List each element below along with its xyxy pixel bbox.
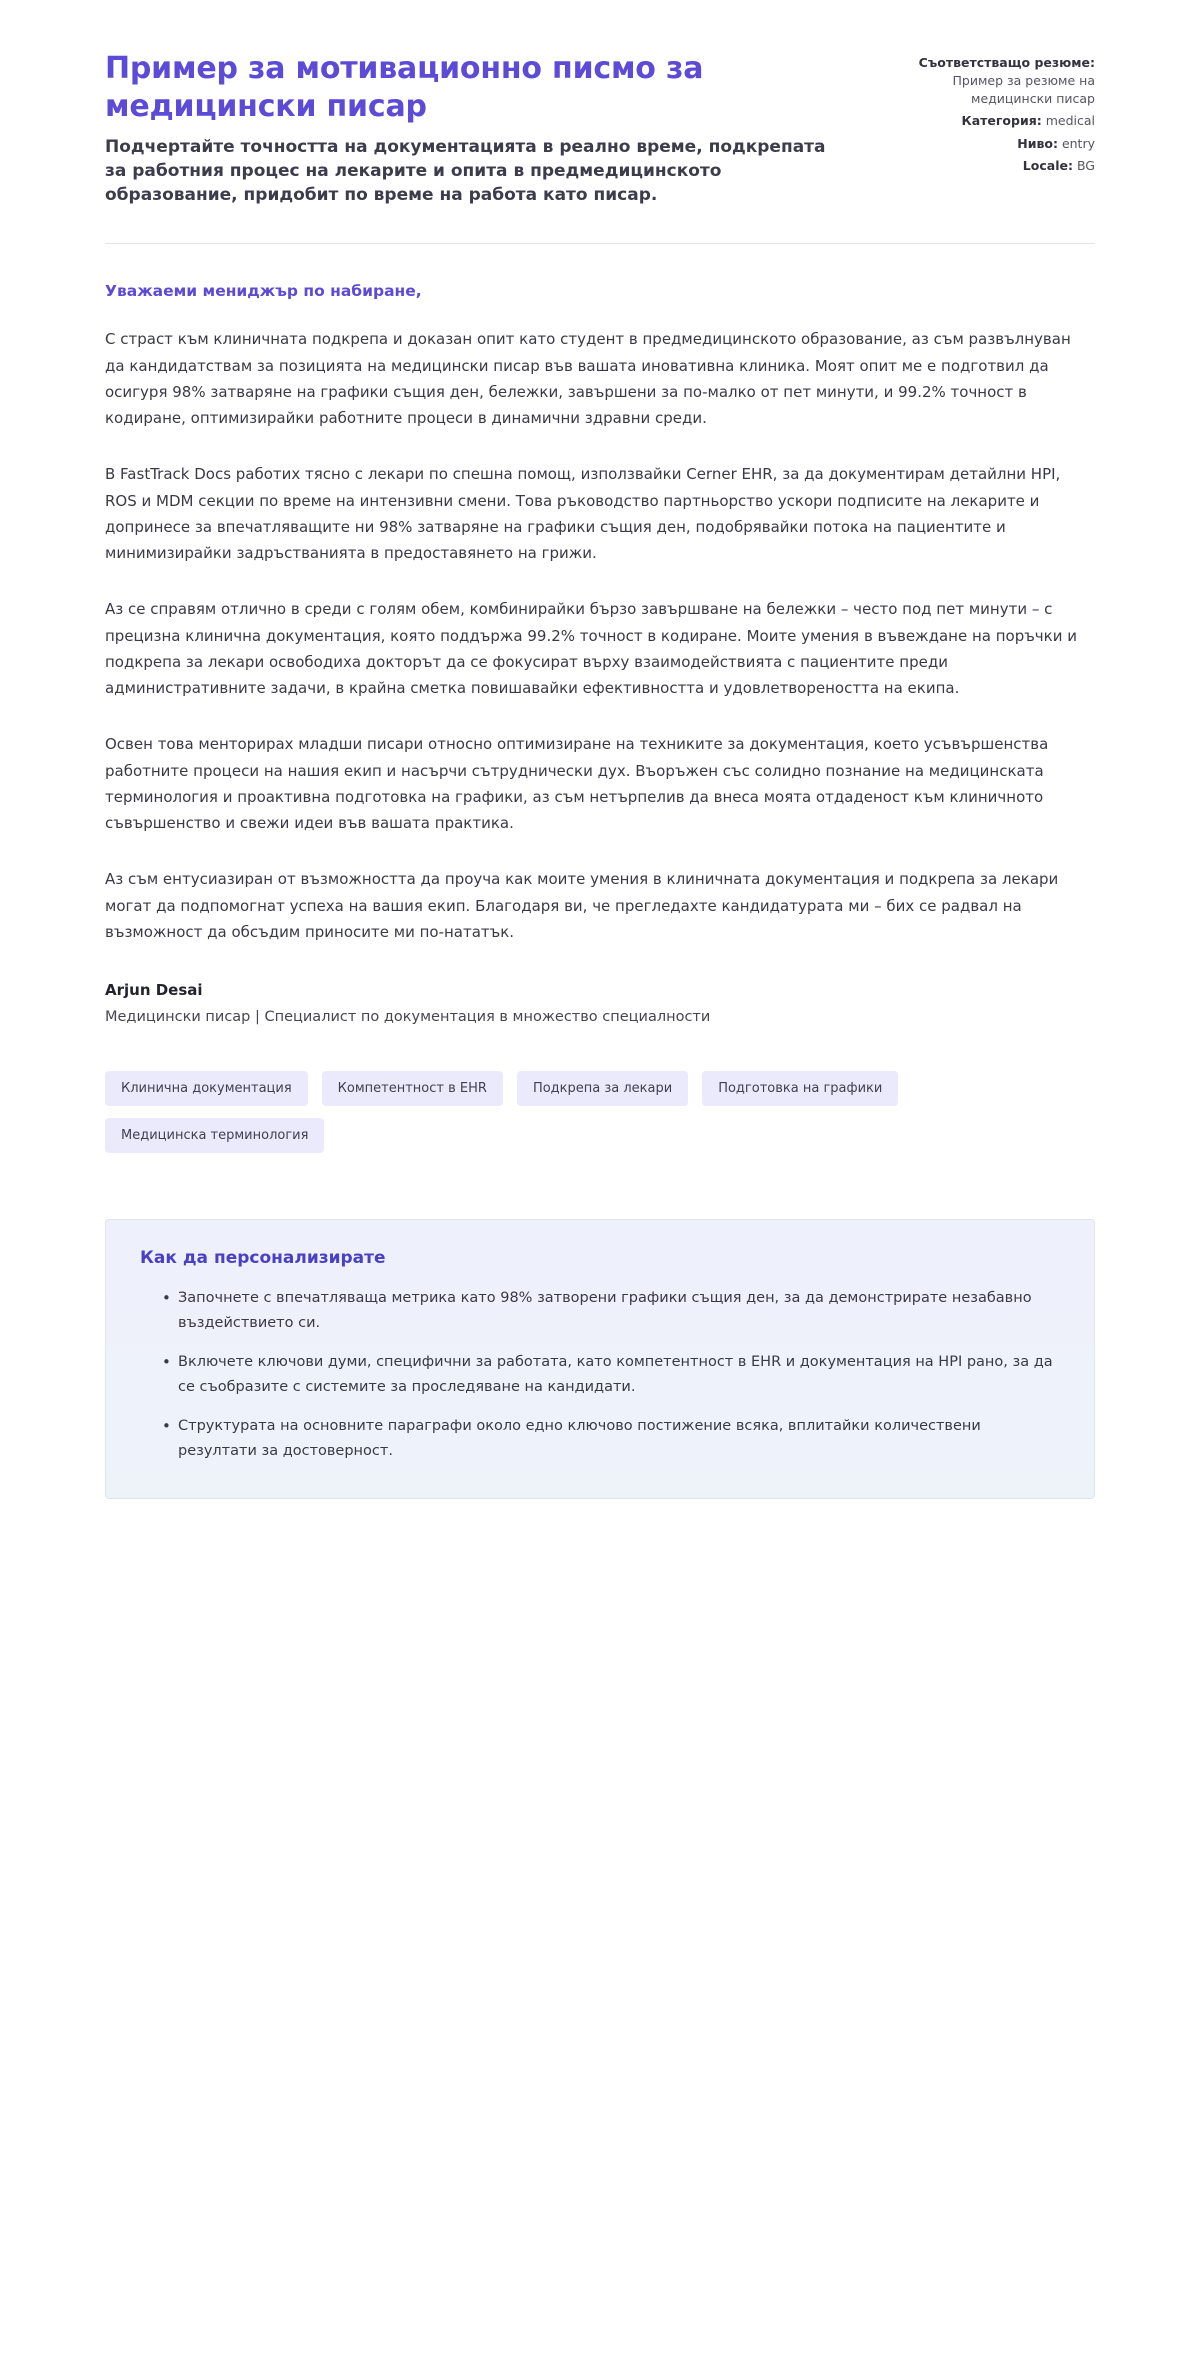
signature-block (105, 981, 1095, 1025)
signature-role: Медицински писар | Специалист по документация в множество специалности (105, 1009, 711, 1026)
skill-tag[interactable]: Медицинска терминология (105, 1118, 324, 1153)
meta-level-label: Ниво: (1017, 135, 1058, 151)
skill-tag-list (105, 1071, 1095, 1153)
page-title: Пример за мотивационно писмо за медицински писар (105, 51, 704, 124)
meta-matching-resume-value: Пример за резюме на медицински писар (952, 73, 1095, 107)
letter-paragraph: Аз съм ентусиазиран от възможността да проуча как моите умения в клиничната документация и подкрепа за лекари могат да подпомогнат успеха на вашия екип. Благодаря ви, че прегледахте кандидатурата ми – бих се радвал на възможност да обсъдим приносите ми по-нататък. (105, 870, 1059, 941)
skill-tag[interactable]: Подготовка на графики (702, 1071, 898, 1106)
skill-tag[interactable]: Компетентност в EHR (322, 1071, 503, 1106)
meta-category (900, 112, 1095, 130)
cover-letter-body (105, 244, 1095, 1025)
letter-paragraph: Аз се справям отлично в среди с голям обем, комбинирайки бързо завършване на бележки – често под пет минути – с прецизна клинична документация, която поддържа 99.2% точност в кодиране. Моите умения в въвеждане на поръчки и подкрепа за лекари освободиха докторът да се фокусират върху взаимодействията с пациентите преди административните задачи, в крайна сметка повишавайки ефективността и удовлетвореността на екипа. (105, 600, 1077, 698)
meta-level (900, 135, 1095, 153)
meta-locale-value: BG (1076, 157, 1095, 173)
meta-matching-resume-label: Съответстващо резюме: (918, 55, 1095, 70)
letter-paragraph: Освен това менторирах младши писари относно оптимизиране на техниките за документация, което усъвършенства работните процеси на нашия екип и насърчи сътруднически дух. Въоръжен със солидно познание на медицинската терминология и проактивна подготовка на графики, аз съм нетърпелив да внеса моята отдаденост към клиничното съвършенство и свежи идеи във вашата практика. (105, 735, 1049, 833)
meta-matching-resume (900, 54, 1095, 108)
page-subtitle: Подчертайте точността на документацията в реално време, подкрепата за работния процес на лекарите и опита в предмедицинското образование, придобит по време на работа като писар. (105, 137, 826, 206)
meta-locale-label: Locale: (1022, 157, 1073, 173)
document-header (105, 50, 1095, 244)
tips-list (140, 1286, 1060, 1464)
tips-list-item: • Включете ключови думи, специфични за работата, като компетентност в EHR и документация на HPI рано, за да се съобразите с системите за проследяване на кандидати. (162, 1350, 1060, 1400)
meta-category-label: Категория: (961, 113, 1042, 129)
tips-title: Как да персонализирате (140, 1248, 386, 1269)
meta-level-value: entry (1061, 135, 1095, 151)
signature-name: Arjun Desai (105, 981, 203, 1000)
customization-tips-panel (105, 1219, 1095, 1499)
document-metadata (900, 50, 1095, 179)
skill-tag[interactable]: Подкрепа за лекари (517, 1071, 688, 1106)
skill-tag[interactable]: Клинична документация (105, 1071, 308, 1106)
meta-category-value: medical (1045, 113, 1095, 129)
letter-salutation: Уважаеми мениджър по набиране, (105, 282, 422, 301)
letter-paragraph: В FastTrack Docs работих тясно с лекари по спешна помощ, използвайки Cerner EHR, за да документирам детайлни HPI, ROS и MDM секции по време на интензивни смени. Това ръководство партньорство ускори подписите на лекарите и допринесе за впечатляващите ни 98% затваряне на графики същия ден, подобрявайки потока на пациентите и минимизирайки задръстванията в предоставянето на грижи. (105, 465, 1061, 563)
tips-list-item: • Структурата на основните параграфи около едно ключово постижение всяка, вплитайки количествени резултати за достоверност. (162, 1414, 1060, 1464)
meta-locale (900, 157, 1095, 175)
header-text-block (105, 50, 835, 207)
letter-paragraph: С страст към клиничната подкрепа и доказан опит като студент в предмедицинското образование, аз съм развълнуван да кандидатствам за позицията на медицински писар във вашата иновативна клиника. Моят опит ме е подготвил да осигуря 98% затваряне на графики същия ден, бележки, завършени за по-малко от пет минути, и 99.2% точност в кодиране, оптимизирайки работните процеси в динамични здравни среди. (105, 330, 1071, 428)
tips-list-item: • Започнете с впечатляваща метрика като 98% затворени графики същия ден, за да демонстрирате незабавно въздействието си. (162, 1286, 1060, 1336)
